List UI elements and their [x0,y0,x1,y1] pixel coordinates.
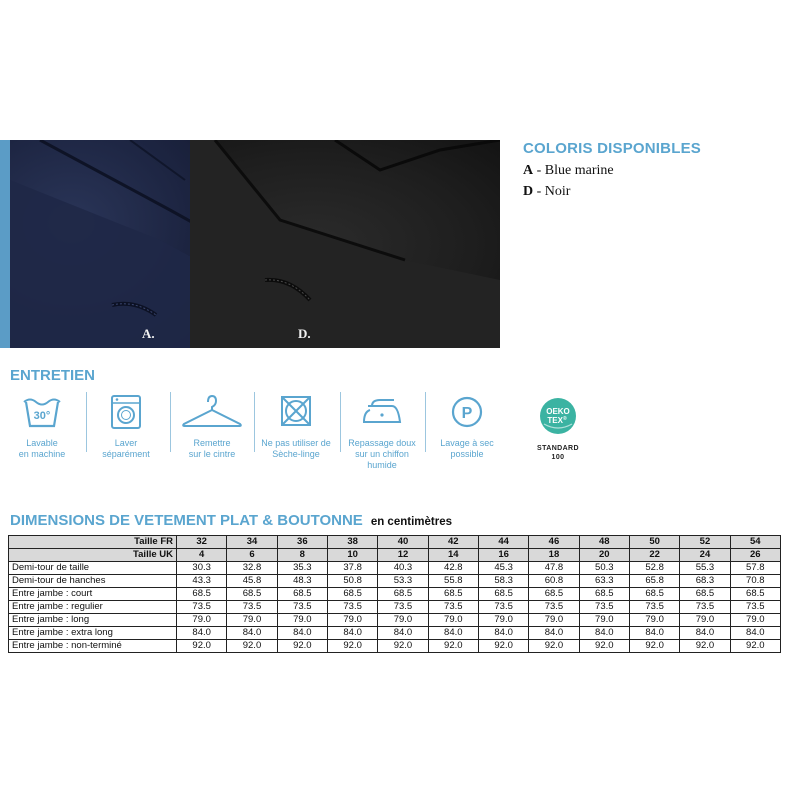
care-label-line: Lavable [26,438,58,448]
care-label [84,438,168,460]
wash-30-icon [22,392,62,432]
table-header-label: Taille UK [9,549,177,562]
care-label-line: en machine [18,449,66,459]
table-header-row [9,536,781,549]
care-label [340,438,424,471]
table-header-label: Taille FR [9,536,177,549]
table-row-label: Entre jambe : regulier [9,601,177,614]
table-cell: 68.5 [428,588,478,601]
table-header-cell: 12 [378,549,428,562]
table-cell: 79.0 [428,614,478,627]
oeko-tex-logo [528,396,588,462]
table-header-cell: 44 [478,536,528,549]
table-cell: 79.0 [579,614,629,627]
table-cell: 57.8 [730,562,780,575]
iron-icon [358,392,406,432]
table-row [9,627,781,640]
table-cell: 84.0 [680,627,730,640]
care-item-dry-clean [425,392,509,460]
dry-clean-p-icon [447,392,487,432]
table-header-cell: 40 [378,536,428,549]
table-cell: 79.0 [227,614,277,627]
table-cell: 32.8 [227,562,277,575]
color-code: A [523,163,534,178]
table-cell: 63.3 [579,575,629,588]
table-cell: 50.8 [327,575,377,588]
care-label [425,438,509,460]
table-header-cell: 54 [730,536,780,549]
table-row-label: Demi-tour de taille [9,562,177,575]
table-cell: 73.5 [277,601,327,614]
oeko-tex-badge-icon [538,396,578,436]
table-cell: 92.0 [529,640,579,653]
table-cell: 45.8 [227,575,277,588]
table-cell: 73.5 [529,601,579,614]
care-label [0,438,84,460]
table-header-cell: 26 [730,549,780,562]
table-cell: 68.5 [177,588,227,601]
table-cell: 79.0 [378,614,428,627]
care-item-no-dryer [254,392,338,460]
table-cell: 92.0 [579,640,629,653]
care-label-line: sur le cintre [188,449,236,459]
table-cell: 73.5 [730,601,780,614]
care-item-hanger [170,392,254,460]
care-item-iron [340,392,424,471]
table-row [9,601,781,614]
table-header-cell: 24 [680,549,730,562]
table-header-cell: 48 [579,536,629,549]
table-cell: 70.8 [730,575,780,588]
table-cell: 53.3 [378,575,428,588]
table-cell: 84.0 [579,627,629,640]
table-header-cell: 46 [529,536,579,549]
table-cell: 84.0 [327,627,377,640]
table-row [9,575,781,588]
hanger-icon [180,392,244,432]
table-header-cell: 50 [629,536,679,549]
table-cell: 92.0 [378,640,428,653]
care-label-line: Lavage à sec [440,438,494,448]
table-cell: 92.0 [478,640,528,653]
black-jacket-lapel-illustration [190,140,500,348]
table-row-label: Entre jambe : non-terminé [9,640,177,653]
table-cell: 79.0 [680,614,730,627]
table-cell: 37.8 [327,562,377,575]
color-name: Noir [544,184,571,199]
table-cell: 92.0 [629,640,679,653]
table-cell: 48.3 [277,575,327,588]
dimensions-unit: en centimètres [370,516,452,528]
care-label-line: Remettre [193,438,231,448]
table-cell: 84.0 [478,627,528,640]
table-row-label: Entre jambe : court [9,588,177,601]
table-cell: 84.0 [529,627,579,640]
table-cell: 92.0 [327,640,377,653]
table-header-cell: 52 [680,536,730,549]
table-cell: 92.0 [428,640,478,653]
care-label [170,438,254,460]
table-cell: 73.5 [579,601,629,614]
table-cell: 43.3 [177,575,227,588]
table-cell: 68.5 [327,588,377,601]
table-cell: 65.8 [629,575,679,588]
table-row-label: Entre jambe : extra long [9,627,177,640]
table-cell: 35.3 [277,562,327,575]
table-cell: 73.5 [478,601,528,614]
table-header-cell: 6 [227,549,277,562]
table-cell: 68.5 [227,588,277,601]
oeko-standard-text: STANDARD [537,445,579,452]
table-cell: 30.3 [177,562,227,575]
table-cell: 84.0 [629,627,679,640]
table-cell: 73.5 [680,601,730,614]
color-separator: - [533,184,545,199]
table-cell: 47.8 [529,562,579,575]
care-label-line: Repassage doux [348,438,416,448]
table-cell: 73.5 [378,601,428,614]
table-cell: 40.3 [378,562,428,575]
table-cell: 73.5 [227,601,277,614]
table-cell: 42.8 [428,562,478,575]
color-code: D [523,184,534,199]
table-cell: 68.3 [680,575,730,588]
oeko-top-text: OEKO [546,407,570,416]
table-row-label: Demi-tour de hanches [9,575,177,588]
table-cell: 79.0 [529,614,579,627]
table-cell: 84.0 [277,627,327,640]
table-row [9,588,781,601]
table-header-cell: 18 [529,549,579,562]
table-cell: 68.5 [277,588,327,601]
table-header-cell: 20 [579,549,629,562]
table-cell: 79.0 [478,614,528,627]
table-cell: 73.5 [629,601,679,614]
table-cell: 60.8 [529,575,579,588]
care-label [254,438,338,460]
fabric-swatches [0,140,500,348]
table-header-cell: 22 [629,549,679,562]
oeko-bottom-text: TEX® [547,416,567,425]
care-label-line: Ne pas utiliser de [261,438,331,448]
color-option-d [523,184,783,200]
available-colors-panel [523,140,783,205]
table-cell: 73.5 [177,601,227,614]
care-section-title: ENTRETIEN [10,367,96,384]
color-separator: - [533,163,545,178]
table-cell: 50.3 [579,562,629,575]
table-cell: 68.5 [629,588,679,601]
care-label-line: humide [367,460,397,470]
table-cell: 52.8 [629,562,679,575]
dimensions-title: DIMENSIONS DE VETEMENT PLAT & BOUTONNE [10,512,363,529]
size-table-body [9,536,781,653]
table-row-label: Entre jambe : long [9,614,177,627]
care-label-line: Sèche-linge [272,449,320,459]
wash-temp-text: 30° [33,410,51,422]
table-header-cell: 4 [177,549,227,562]
table-cell: 84.0 [177,627,227,640]
table-header-cell: 42 [428,536,478,549]
table-cell: 68.5 [529,588,579,601]
table-cell: 79.0 [629,614,679,627]
swatch-noir [190,140,500,348]
blue-jacket-lapel-illustration [10,140,215,348]
table-cell: 73.5 [428,601,478,614]
color-name: Blue marine [544,163,614,178]
care-label-line: séparément [102,449,150,459]
table-header-cell: 10 [327,549,377,562]
table-header-cell: 32 [177,536,227,549]
table-cell: 68.5 [378,588,428,601]
table-cell: 55.3 [680,562,730,575]
colors-title: COLORIS DISPONIBLES [523,140,701,157]
table-cell: 55.8 [428,575,478,588]
table-header-cell: 36 [277,536,327,549]
table-cell: 68.5 [730,588,780,601]
table-cell: 84.0 [730,627,780,640]
care-label-line: possible [450,449,484,459]
no-tumble-dry-icon [276,392,316,432]
care-label-line: sur un chiffon [355,449,409,459]
table-cell: 92.0 [730,640,780,653]
care-instructions [0,392,620,482]
table-cell: 45.3 [478,562,528,575]
table-cell: 92.0 [277,640,327,653]
table-header-cell: 14 [428,549,478,562]
table-row [9,640,781,653]
swatch-label-d: D. [298,326,311,341]
table-cell: 84.0 [428,627,478,640]
care-item-separate [84,392,168,460]
dimensions-heading [10,512,452,530]
care-label-line: Laver [114,438,138,448]
table-cell: 84.0 [378,627,428,640]
table-header-cell: 16 [478,549,528,562]
table-cell: 68.5 [478,588,528,601]
table-cell: 92.0 [227,640,277,653]
color-option-a [523,163,783,179]
table-cell: 68.5 [579,588,629,601]
swatch-label-a: A. [142,326,155,341]
washing-machine-icon [106,392,146,432]
table-cell: 79.0 [177,614,227,627]
swatch-blue-marine [10,140,215,348]
table-cell: 92.0 [177,640,227,653]
oeko-standard-label [528,444,588,462]
dry-clean-letter: P [461,405,473,422]
table-cell: 79.0 [327,614,377,627]
table-cell: 58.3 [478,575,528,588]
table-row [9,614,781,627]
table-cell: 92.0 [680,640,730,653]
table-header-row [9,549,781,562]
table-cell: 73.5 [327,601,377,614]
table-cell: 79.0 [730,614,780,627]
oeko-standard-number: 100 [551,454,565,461]
table-cell: 79.0 [277,614,327,627]
size-table [8,535,781,653]
table-header-cell: 38 [327,536,377,549]
table-header-cell: 34 [227,536,277,549]
table-header-cell: 8 [277,549,327,562]
table-cell: 68.5 [680,588,730,601]
table-row [9,562,781,575]
care-item-wash [0,392,84,460]
accent-strip [0,140,10,348]
table-cell: 84.0 [227,627,277,640]
